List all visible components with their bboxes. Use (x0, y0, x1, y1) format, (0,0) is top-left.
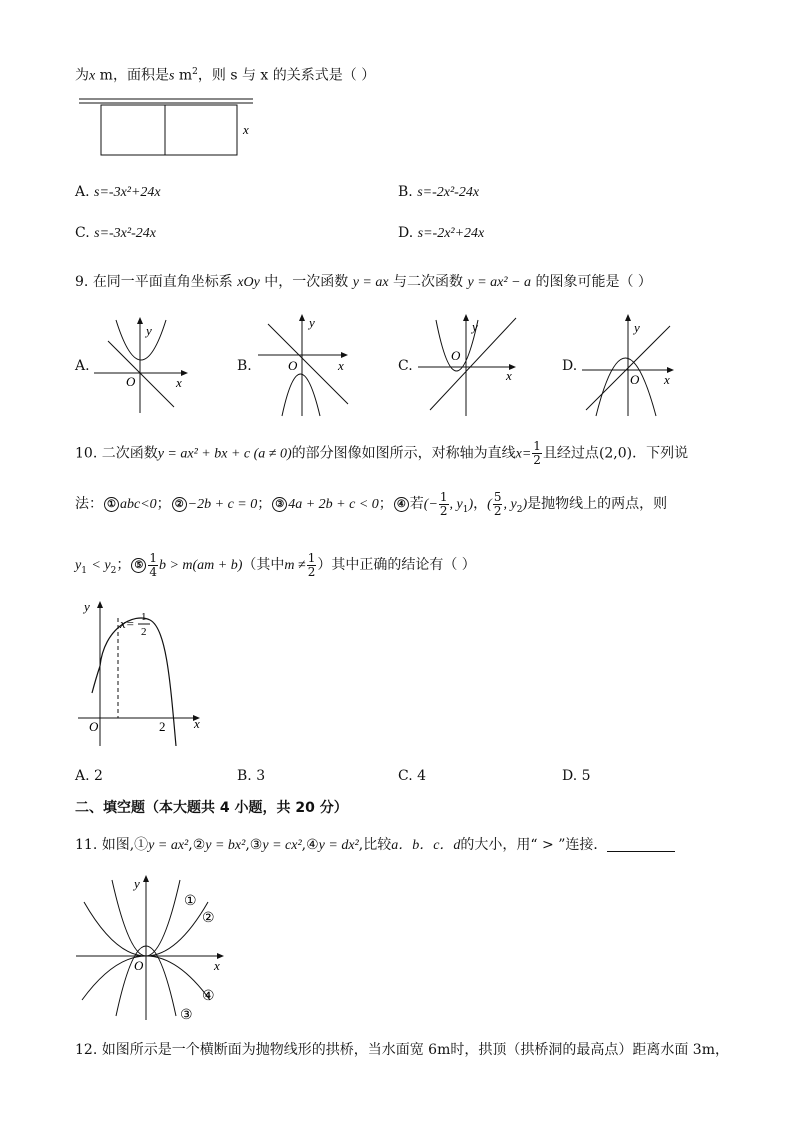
q9-graph-c[interactable] (414, 312, 524, 418)
q10-option-c[interactable]: C. 4 (398, 768, 427, 784)
parabola-left-tail (92, 666, 100, 693)
y-arrow (137, 317, 143, 324)
q9-graph-a[interactable] (94, 315, 194, 415)
side-label-x: x (243, 122, 249, 137)
q8-option-c[interactable]: C. s=-3x²-24x (75, 225, 156, 241)
parabola (282, 374, 320, 416)
q8-option-a[interactable]: A. s=-3x²+24x (75, 184, 161, 200)
y-label: y (309, 315, 315, 330)
x-label: x (506, 368, 512, 383)
q8-option-b[interactable]: B. s=-2x²-24x (398, 184, 480, 200)
q12-question-line: 12. 如图所示是一个横断面为抛物线形的拱桥，当水面宽 6m时，拱顶（拱桥洞的最高点）距离水面 3m， (75, 1042, 729, 1058)
y-arrow (97, 601, 103, 608)
x-label: x (194, 716, 200, 731)
q9-option-a-label[interactable]: A. (75, 358, 90, 374)
root-label: 2 (159, 719, 166, 734)
q9-option-c-label[interactable]: C. (398, 358, 413, 374)
q10-parabola-graph (74, 598, 214, 748)
q10-option-a[interactable]: A. 2 (75, 768, 103, 784)
line-function (108, 341, 174, 407)
y-label: y (472, 319, 478, 334)
y-arrow (625, 314, 631, 321)
q9-question-line: 9. 在同一平面直角坐标系 xOy 中，一次函数 y = ax 与二次函数 y = ax² − a 的图象可能是（ ） (75, 274, 652, 290)
y-label: y (134, 876, 140, 891)
y-label: y (634, 320, 640, 335)
y-arrow (299, 314, 305, 321)
q8-rectangle-figure (75, 95, 265, 165)
section-2-heading: 二、填空题（本大题共 4 小题，共 20 分） (75, 800, 348, 816)
x-label: x (664, 372, 670, 387)
q11-parabolas-graph (74, 872, 234, 1022)
x-label: x (176, 375, 182, 390)
y-label: y (146, 323, 152, 338)
origin-label: O (451, 348, 461, 363)
curve-label-1: ① (184, 894, 197, 909)
x-label: x (214, 958, 220, 973)
symmetry-half-den: 2 (141, 626, 147, 638)
q11-question-line: 11. 如图,①y = ax²,②y = bx²,③y = cx²,④y = dx²,比较a．b．c．d的大小，用“ > ”连接． (75, 835, 675, 856)
origin-label: O (126, 374, 136, 389)
symmetry-label: x= (120, 616, 135, 631)
x-arrow (181, 370, 188, 376)
symmetry-half-num: 1 (141, 611, 147, 623)
y-arrow (143, 875, 149, 882)
origin-label: O (134, 958, 144, 973)
q10-line-3: $y_1 < y_2$； ⑤ $\frac{1}{4}$ b > m(am + b)（其中m ≠ $\frac{1}{2}$ ）其中正确的结论有（ ） (75, 550, 476, 579)
curve-label-3: ③ (180, 1008, 193, 1022)
curve-label-2: ② (202, 911, 215, 926)
q10-option-b[interactable]: B. 3 (237, 768, 266, 784)
q10-line-2: 法： ① abc<0； ② −2b + c = 0； ③ 4a + 2b + c < 0； ④ 若(− $\frac{1}{2}$ , $y_1$)，( $\frac{5}{2}$ , $y_2$)是抛物线上的两点，则 (75, 489, 668, 518)
q8-question-line: 为x m，面积是s $m^2$，则 s 与 x 的关系式是（ ） (75, 67, 376, 84)
y-label: y (84, 599, 90, 614)
pen-rectangle (101, 105, 237, 155)
origin-label: O (630, 372, 640, 387)
q8-option-d[interactable]: D. s=-2x²+24x (398, 225, 485, 241)
answer-blank[interactable] (607, 837, 675, 852)
q9-graph-d[interactable] (578, 312, 682, 418)
q10-option-d[interactable]: D. 5 (562, 768, 591, 784)
parabola (596, 358, 656, 416)
line-function (268, 324, 348, 404)
q9-graph-b[interactable] (254, 312, 354, 418)
fraction-half: $\frac{1}{2}$ (533, 439, 541, 467)
q9-option-b-label[interactable]: B. (237, 358, 252, 374)
q9-option-d-label[interactable]: D. (562, 358, 578, 374)
y-arrow (463, 314, 469, 321)
curve-label-4: ④ (202, 989, 215, 1004)
origin-label: O (288, 358, 298, 373)
parabola (116, 320, 166, 360)
q10-line-1: 10. 二次函数y = ax² + bx + c (a ≠ 0)的部分图像如图所示，对称轴为直线x= $\frac{1}{2}$ 且经过点(2,0)．下列说 (75, 439, 689, 467)
x-label: x (338, 358, 344, 373)
origin-label: O (89, 719, 99, 734)
